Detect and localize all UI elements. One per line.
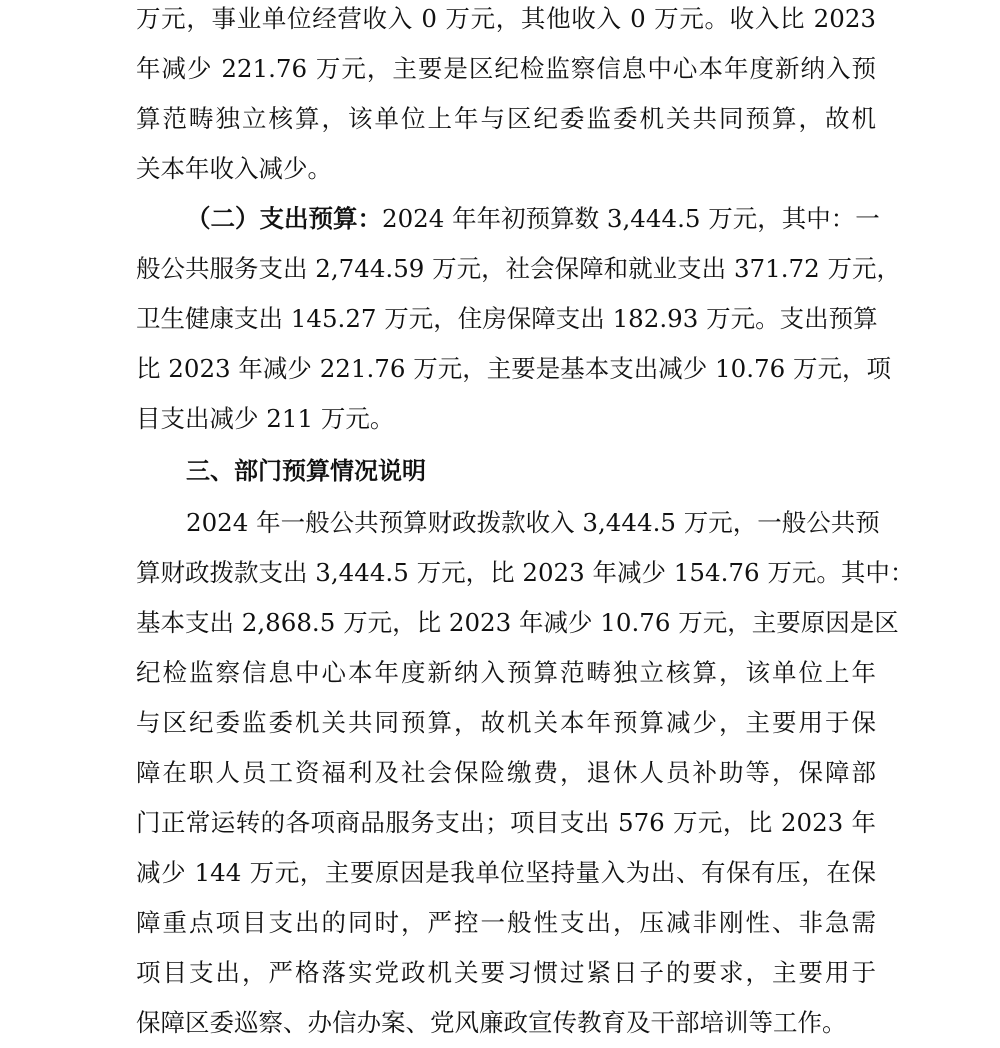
paragraph-first-line xyxy=(186,194,880,244)
paragraph-line: 算财政拨款支出 3,444.5 万元，比 2023 年减少 154.76 万元。其中： xyxy=(136,558,915,587)
paragraph-line: 卫生健康支出 145.27 万元，住房保障支出 182.93 万元。支出预算 xyxy=(136,304,878,333)
paragraph-line: 年减少 221.76 万元，主要是区纪检监察信息中心本年度新纳入预 xyxy=(136,54,876,83)
paragraph-line: 般公共服务支出 2,744.59 万元，社会保障和就业支出 371.72 万元， xyxy=(136,254,901,283)
paragraph-line: 算范畴独立核算，该单位上年与区纪委监委机关共同预算，故机 xyxy=(136,104,876,133)
section-label: （二）支出预算： xyxy=(186,204,382,233)
paragraph-line: 门正常运转的各项商品服务支出；项目支出 576 万元，比 2023 年 xyxy=(136,808,876,837)
paragraph-text: 2024 年年初预算数 3,444.5 万元，其中：一 xyxy=(382,204,880,233)
paragraph-line: 万元，事业单位经营收入 0 万元，其他收入 0 万元。收入比 2023 xyxy=(136,4,876,33)
paragraph-line: 项目支出，严格落实党政机关要习惯过紧日子的要求，主要用于 xyxy=(136,958,876,987)
paragraph-line: 基本支出 2,868.5 万元，比 2023 年减少 10.76 万元，主要原因是区 xyxy=(136,608,899,637)
paragraph-line: 障在职人员工资福利及社会保险缴费，退休人员补助等，保障部 xyxy=(136,758,876,787)
paragraph-line: 与区纪委监委机关共同预算，故机关本年预算减少，主要用于保 xyxy=(136,708,876,737)
paragraph-line: 纪检监察信息中心本年度新纳入预算范畴独立核算，该单位上年 xyxy=(136,658,876,687)
paragraph-line: 比 2023 年减少 221.76 万元，主要是基本支出减少 10.76 万元，项 xyxy=(136,354,891,383)
paragraph-line: 关本年收入减少。 xyxy=(136,154,332,183)
section-heading: 三、部门预算情况说明 xyxy=(186,457,426,485)
paragraph-first-line: 2024 年一般公共预算财政拨款收入 3,444.5 万元，一般公共预 xyxy=(186,508,880,537)
paragraph-line: 减少 144 万元，主要原因是我单位坚持量入为出、有保有压，在保 xyxy=(136,858,876,887)
paragraph-line: 目支出减少 211 万元。 xyxy=(136,404,395,433)
paragraph-line: 保障区委巡察、办信办案、党风廉政宣传教育及干部培训等工作。 xyxy=(136,1008,847,1037)
paragraph-line: 障重点项目支出的同时，严控一般性支出，压减非刚性、非急需 xyxy=(136,908,876,937)
